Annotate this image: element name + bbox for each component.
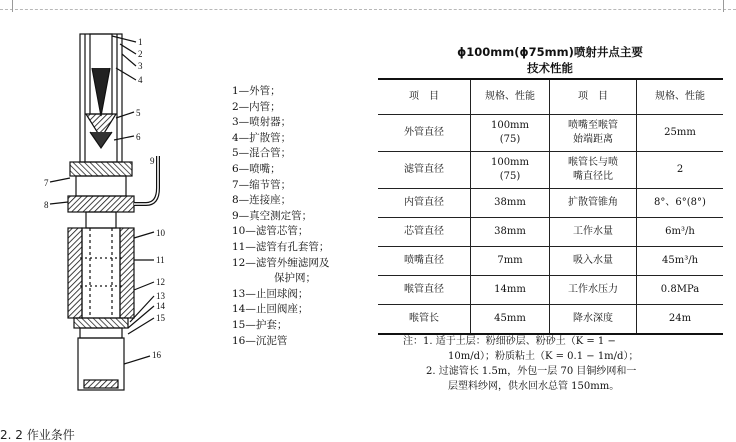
table-cell: 24m [637, 305, 724, 335]
legend-item: 10—滤管芯管； [232, 225, 309, 238]
callout-1: 1 [138, 37, 143, 47]
slip-joint [70, 162, 132, 176]
connector-seat [68, 196, 134, 212]
spec-table [378, 78, 723, 335]
callout-10: 10 [156, 228, 165, 238]
callout-16: 16 [152, 350, 161, 360]
table-header-row [378, 79, 723, 115]
table-cell: 7mm [471, 247, 550, 276]
table-row [378, 218, 723, 247]
note-1-line-1: 注：1. 适于土层：粉细砂层、粉砂土（K = 1 − [403, 336, 616, 347]
crop-mark-left [12, 0, 13, 12]
table-cell: 38mm [471, 189, 550, 218]
table-cell: 45m³/h [637, 247, 724, 276]
legend-item: 4—扩散管； [232, 131, 292, 144]
legend-item: 13—止回球阀； [232, 287, 309, 300]
callout-3: 3 [138, 61, 143, 71]
legend-item: 9—真空测定管； [232, 209, 313, 222]
table-row [378, 276, 723, 305]
table-cell: 100mm (75) [471, 115, 550, 152]
legend-item: 12—滤管外缠滤网及 [232, 256, 330, 269]
table-cell: 工作水量 [550, 218, 637, 247]
table-cell: 100mm (75) [471, 152, 550, 189]
diffuser-cone [92, 68, 110, 116]
header-rule [0, 9, 736, 10]
callout-12: 12 [156, 277, 165, 287]
table-cell: 芯管直径 [378, 218, 471, 247]
table-cell: 8°、6°(8°) [637, 189, 724, 218]
callout-15: 15 [156, 313, 165, 323]
legend-item: 2—内管； [232, 100, 281, 113]
table-cell: 喉管长 [378, 305, 471, 335]
jet-well-point-drawing [40, 28, 200, 398]
table-cell: 2 [637, 152, 724, 189]
table-cell: 25mm [637, 115, 724, 152]
table-cell: 内管直径 [378, 189, 471, 218]
table-cell: 14mm [471, 276, 550, 305]
callout-5: 5 [136, 108, 141, 118]
table-title-line-2: 技术性能 [527, 61, 573, 75]
table-cell: 喷嘴直径 [378, 247, 471, 276]
table-cell: 滤管直径 [378, 152, 471, 189]
callout-6: 6 [136, 132, 141, 142]
legend-item: 3—喷射器； [232, 116, 292, 129]
legend-item: 保护网； [274, 272, 316, 285]
table-cell: 喉管直径 [378, 276, 471, 305]
table-cell: 45mm [471, 305, 550, 335]
legend-item: 1—外管； [232, 85, 281, 97]
header-spec: 规格、性能 [471, 79, 550, 115]
crop-mark-right [723, 0, 724, 12]
table-row [378, 152, 723, 189]
table-row [378, 305, 723, 335]
table-cell: 0.8MPa [637, 276, 724, 305]
legend-item: 6—喷嘴； [232, 162, 281, 175]
note-2-line-2: 层塑料纱网，供水回水总管 150mm。 [448, 381, 620, 392]
header-spec: 规格、性能 [637, 79, 724, 115]
section-heading: 2. 2 作业条件 [0, 428, 75, 442]
table-row [378, 115, 723, 152]
callout-7: 7 [44, 178, 49, 188]
callout-9: 9 [150, 156, 155, 166]
legend-item: 16—沉泥管 [232, 334, 288, 347]
filter-screen-left [68, 228, 82, 318]
legend-item: 14—止回阀座； [232, 303, 309, 316]
nozzle [90, 132, 112, 148]
table-title [380, 44, 720, 76]
table-cell: 喷嘴至喉管 始端距离 [550, 115, 637, 152]
table-row [378, 247, 723, 276]
legend-item: 15—护套； [232, 318, 288, 331]
table-cell: 38mm [471, 218, 550, 247]
header-item: 项 目 [378, 79, 471, 115]
table-cell: 6m³/h [637, 218, 724, 247]
table-cell: 扩散管锥角 [550, 189, 637, 218]
legend-item: 5—混合管； [232, 147, 292, 160]
table-cell: 喉管长与喷 嘴直径比 [550, 152, 637, 189]
table-cell: 外管直径 [378, 115, 471, 152]
callout-4: 4 [138, 75, 143, 85]
callout-8: 8 [44, 200, 49, 210]
callout-14: 14 [156, 301, 165, 311]
header-item: 项 目 [550, 79, 637, 115]
callout-11: 11 [156, 255, 165, 265]
table-cell: 吸入水量 [550, 247, 637, 276]
parts-legend [232, 84, 360, 349]
table-title-line-1: ϕ100mm(ϕ75mm)喷射井点主要 [457, 45, 643, 59]
table-cell: 降水深度 [550, 305, 637, 335]
note-1-line-2: 10m/d）；粉质粘土（K = 0.1 − 1m/d）； [448, 351, 639, 362]
filter-screen-right [120, 228, 134, 318]
note-2-line-1: 2. 过滤管长 1.5m，外包一层 70 目铜纱网和一 [426, 366, 637, 377]
legend-item: 7—缩节管； [232, 178, 292, 191]
filter-core-pipe [82, 228, 120, 318]
table-row [378, 189, 723, 218]
table-notes [403, 334, 703, 394]
callout-2: 2 [138, 49, 143, 59]
legend-item: 11—滤管有孔套管； [232, 240, 330, 253]
legend-item: 8—连接座； [232, 194, 292, 207]
table-cell: 工作水压力 [550, 276, 637, 305]
callout-13: 13 [156, 291, 165, 301]
